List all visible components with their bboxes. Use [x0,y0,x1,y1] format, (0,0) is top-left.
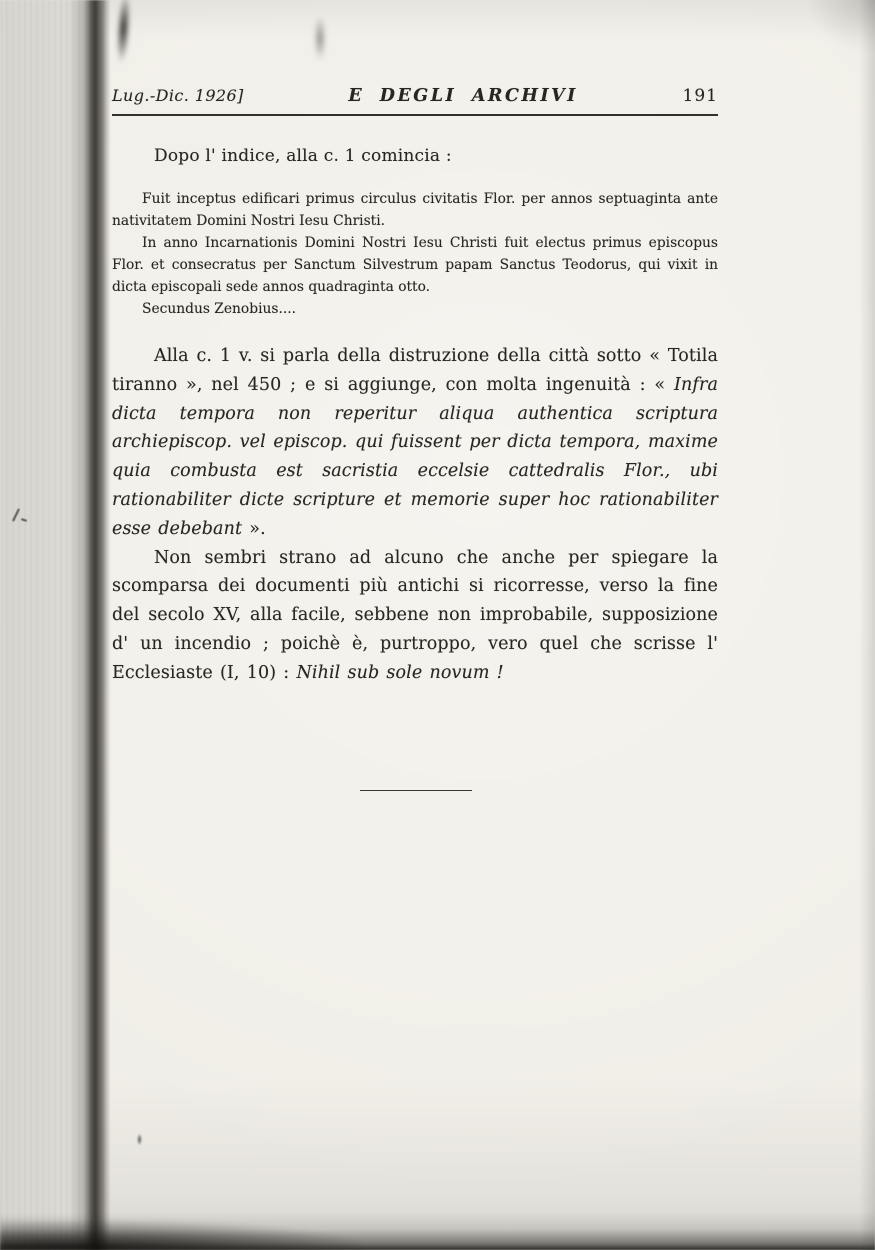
body-paragraph-2 [112,544,718,688]
page-number: 191 [682,86,718,106]
journal-title: E DEGLI ARCHIVI [348,86,578,106]
scan-artifact-tiny-mark [137,1134,142,1145]
paragraph-1-italic-latin: Infra dicta tempora non reperitur aliqua authentica scriptura archiepiscop. vel episcop. qui fuissent per dicta tempora, maxime quia combusta est sacristia eccelsie cattedralis Flor., ubi rationabiliter dicte scripture et memorie super hoc rationabiliter esse debebant [112,374,718,539]
paragraph-2-roman-text: Non sembri strano ad alcuno che anche per spiegare la scomparsa dei documenti più antichi si ricorresse, verso la fine del secolo XV, alla facile, sebbene non improbabile, supposizione d' un incendio ; poichè è, purtroppo, vero quel che scrisse l' Ecclesiaste (I, 10) : [112,547,718,683]
paragraph-2-italic-latin: Nihil sub sole novum ! [296,662,504,683]
body-paragraph-1 [112,342,718,544]
page-content [112,86,718,791]
scan-artifact-bottom-left [0,1220,360,1250]
paragraph-1-roman-text: Alla c. 1 v. si parla della distruzione della città sotto « Totila tiranno », nel 450 ; e si aggiunge, con molta ingenuità : « [112,346,718,395]
intro-line: Dopo l' indice, alla c. 1 comincia : [154,146,452,166]
scan-artifact-top-smudge-2 [312,14,328,68]
issue-date: Lug.-Dic. 1926] [112,86,244,105]
header-rule [112,114,718,116]
pencil-check-mark [12,508,28,528]
scan-artifact-left-margin [0,0,112,1250]
paragraph-1-closing: ». [242,518,266,539]
scan-artifact-top-right-corner [805,0,875,55]
section-divider-rule [360,790,472,791]
latin-quote-block [112,188,718,320]
quote-paragraph-1: Fuit inceptus edificari primus circulus civitatis Flor. per annos septuaginta ante nativitatem Domini Nostri Iesu Christi. [112,191,718,229]
quote-paragraph-2: In anno Incarnationis Domini Nostri Iesu Christi fuit electus primus episcopus Flor. et consecratus per Sanctum Silvestrum papam Sanctus Teodorus, qui vixit in dicta episcopali sede annos quadraginta otto. [112,235,718,295]
scan-artifact-right-edge [859,0,875,1250]
running-header [112,86,718,106]
quote-paragraph-3: Secundus Zenobius.... [142,301,296,317]
